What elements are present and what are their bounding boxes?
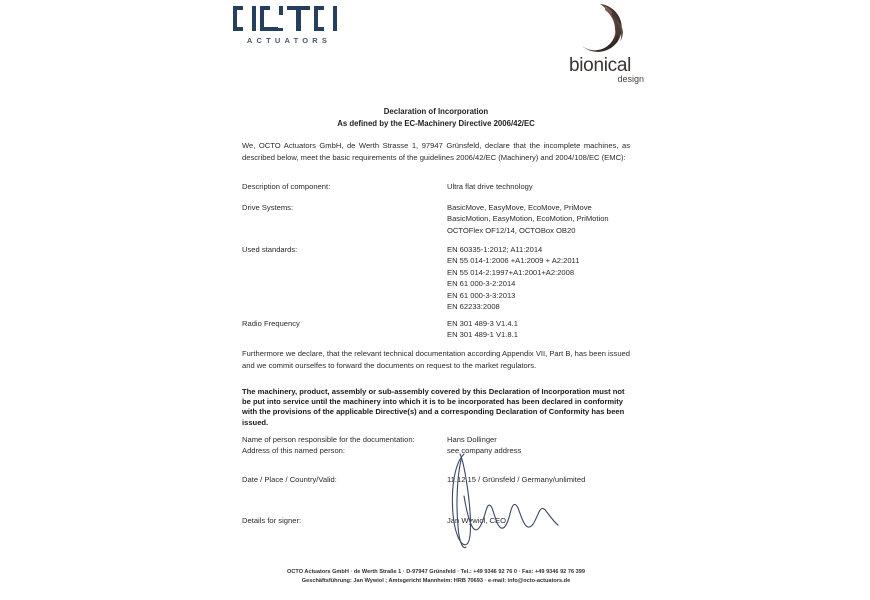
- octo-wordmark: ACTUATORS: [246, 36, 332, 45]
- octo-letter-o-second-icon: [314, 6, 337, 31]
- used-standard-item: EN 55 014-2:1997+A1:2001+A2:2008: [447, 267, 575, 277]
- date-place-label: Date / Place / Country/Valid:: [242, 475, 337, 484]
- responsible-person-label-line2: Address of this named person:: [242, 446, 345, 456]
- footer-line-1: OCTO Actuators GmbH · de Werth Straße 1 · D-97947 Grünsfeld · Tel.: +49 9346 92 76 0 · Fax: +49 9346 92 76 399: [287, 569, 585, 575]
- responsible-person-label-line1: Name of person responsible for the documentation:: [242, 435, 415, 444]
- document-title: [240, 106, 632, 129]
- responsible-person-name: Hans Dollinger: [447, 435, 497, 444]
- page-footer: [240, 568, 632, 585]
- octo-letter-o-first-icon: [233, 6, 256, 31]
- drive-systems-line-1: BasicMove, EasyMove, EcoMove, PriMove: [447, 203, 592, 212]
- radio-frequency-item: EN 301 489-1 V1.8.1: [447, 330, 518, 340]
- footer-line-2: Geschäftsführung: Jan Wywiol ; Amtsgericht Mannheim: HRB 70693 · e-mail: info@octo-actuators.de: [301, 577, 571, 584]
- warning-paragraph: The machinery, product, assembly or sub-assembly covered by this Declaration of Incorporation must not be put into service until the machinery into which it is to be incorporated has been declared in conformity with the provisions of the applicable Directive(s) and a corresponding Declaration of Conformity has been issued.: [242, 387, 625, 427]
- signer-value: Jan Wywiol, CEO: [447, 516, 507, 525]
- description-value: Ultra flat drive technology: [447, 182, 533, 191]
- radio-frequency-item: EN 301 489-3 V1.4.1: [447, 319, 518, 328]
- handwritten-signature: [440, 448, 570, 560]
- document-title-line2: As defined by the EC-Machinery Directive 2006/42/EC: [337, 118, 535, 128]
- bionical-name: bionical: [568, 55, 632, 76]
- octo-letter-t-icon: [287, 6, 310, 31]
- responsible-person-address: see company address: [447, 446, 522, 456]
- drive-systems-value: [447, 202, 637, 236]
- octo-letter-c-icon: [260, 6, 283, 31]
- document-title-line1: Declaration of Incorporation: [383, 107, 489, 116]
- octo-logo-glyphs: [233, 4, 341, 31]
- furthermore-paragraph: Furthermore we declare, that the relevant technical documentation according Appendix VII, Part B, has been issued and we commit ourselfes to forward the documents on request to the market regulators.: [242, 349, 630, 370]
- responsible-person-value: [447, 434, 637, 457]
- used-standard-item: EN 62233:2008: [447, 302, 500, 312]
- description-label: Description of component:: [242, 182, 331, 191]
- bionical-swirl-icon: [571, 2, 629, 54]
- used-standard-item: EN 61 000-3-3:2013: [447, 290, 516, 300]
- intro-paragraph: We, OCTO Actuators GmbH, de Werth Strasse 1, 97947 Grünsfeld, declare that the incomplete machines, as described below, meet the basic requirements of the guidelines 2006/42/EC (Machinery) and 2004/108/EC (EMC):: [242, 141, 630, 162]
- responsible-person-label: [242, 434, 447, 457]
- bionical-design-logo: [552, 2, 648, 82]
- used-standards-value: [447, 244, 637, 312]
- radio-frequency-value: [447, 318, 637, 341]
- used-standard-item: EN 60335-1:2012; A11:2014: [447, 245, 543, 254]
- drive-systems-line-3: OCTOFlex OF12/14, OCTOBox OB20: [447, 225, 576, 235]
- date-place-value: 11.12.15 / Grünsfeld / Germany/unlimited: [447, 475, 586, 484]
- radio-frequency-label: Radio Frequency: [242, 319, 300, 328]
- bionical-subtitle: design: [617, 74, 644, 84]
- used-standard-item: EN 61 000-3-2:2014: [447, 279, 516, 289]
- drive-systems-line-2: BasicMotion, EasyMotion, EcoMotion, PriMotion: [447, 214, 609, 224]
- signer-label: Details for signer:: [242, 516, 302, 525]
- used-standard-item: EN 55 014-1:2006 +A1:2009 + A2:2011: [447, 256, 580, 266]
- used-standards-label: Used standards:: [242, 245, 298, 254]
- octo-actuators-logo: [233, 4, 341, 46]
- drive-systems-label: Drive Systems:: [242, 203, 294, 212]
